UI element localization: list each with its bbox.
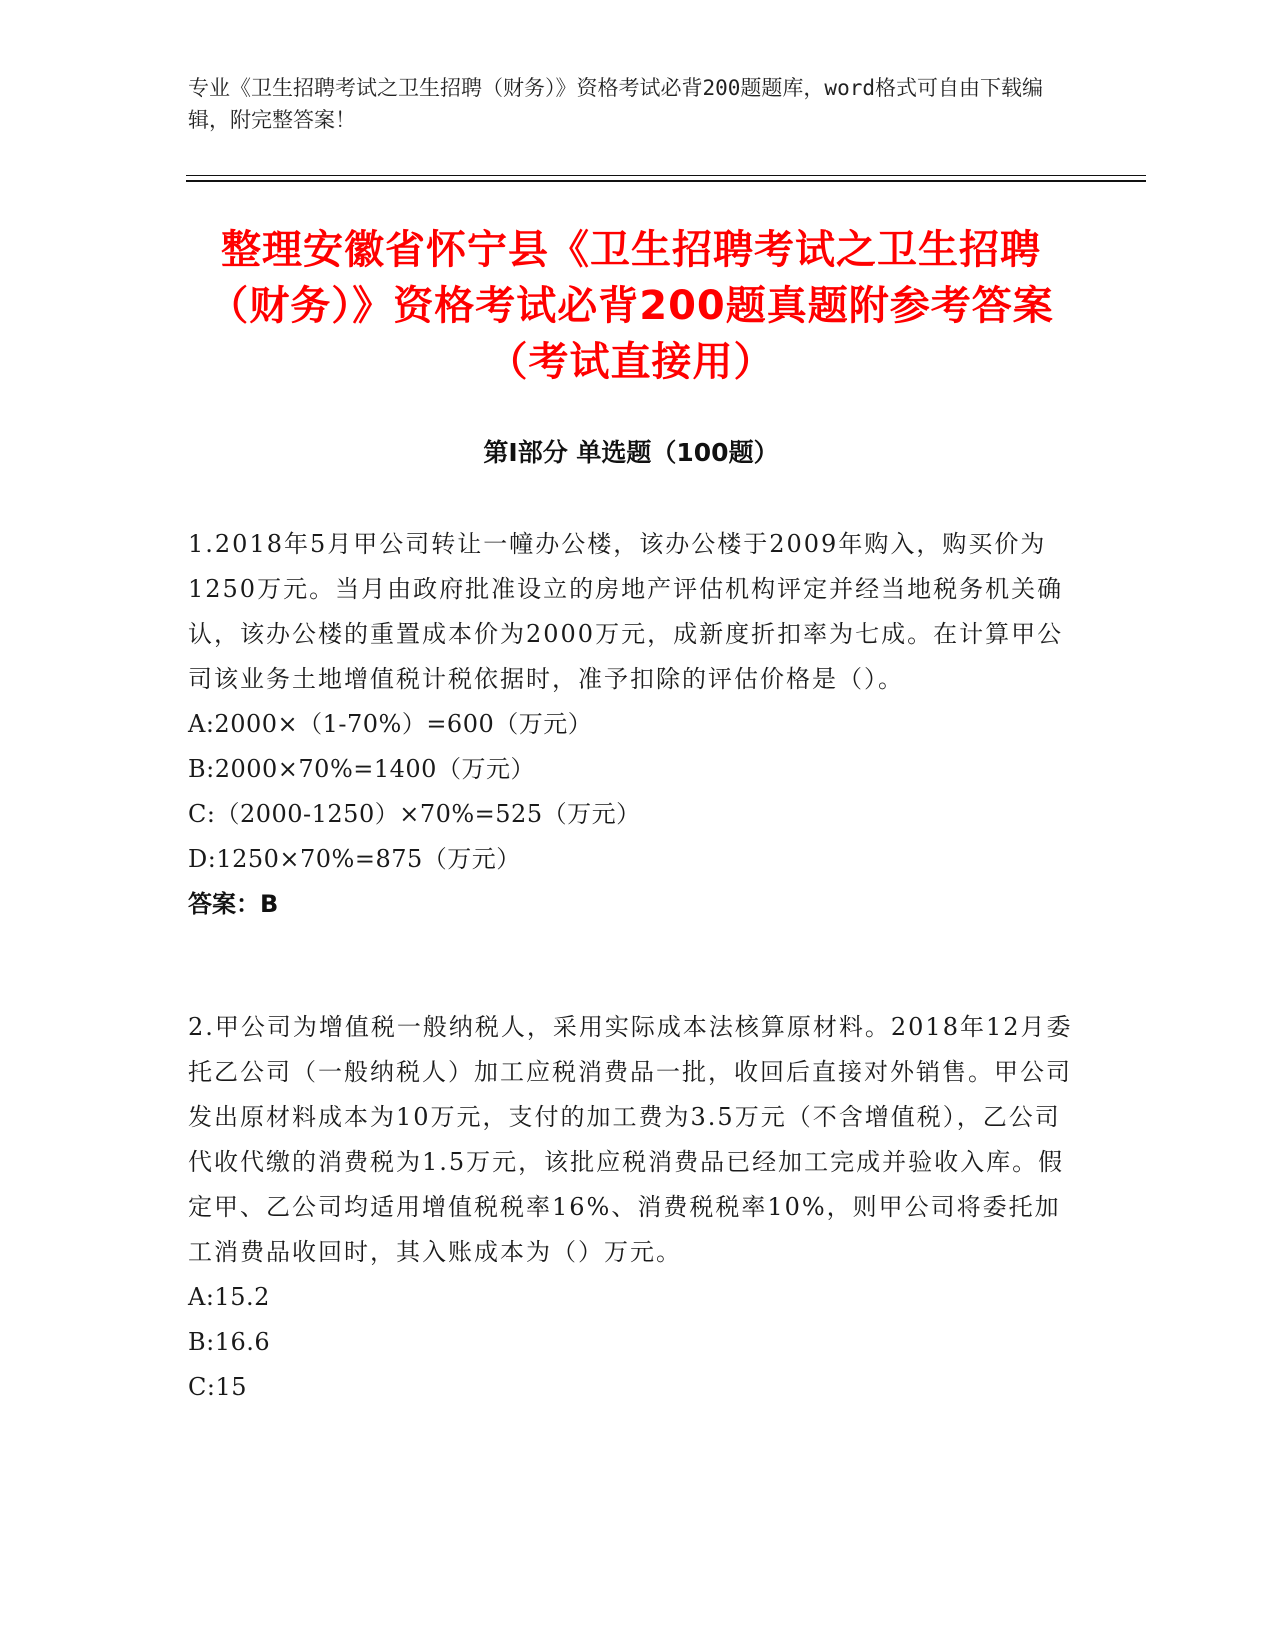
section-heading: 第I部分 单选题（100题）	[483, 438, 779, 467]
option-c: C:（2000-1250）×70%=525（万元）	[188, 800, 641, 828]
header-note: 专业《卫生招聘考试之卫生招聘（财务）》资格考试必背200题题库，word格式可自由下载编辑，附完整答案！	[188, 76, 1043, 132]
question-stem: 1.2018年5月甲公司转让一幢办公楼，该办公楼于2009年购入，购买价为1250万元。当月由政府批准设立的房地产评估机构评定并经当地税务机关确认，该办公楼的重置成本价为2000万元，成新度折扣率为七成。在计算甲公司该业务土地增值税计税依据时，准予扣除的评估价格是（）。	[188, 530, 1064, 693]
option-c: C:15	[188, 1373, 247, 1401]
answer-text: 答案：B	[188, 890, 279, 918]
option-a: A:15.2	[188, 1283, 270, 1311]
question-1	[188, 522, 1078, 927]
header-divider-thick	[186, 180, 1146, 182]
option-b: B:16.6	[188, 1328, 271, 1356]
option-d: D:1250×70%=875（万元）	[188, 845, 521, 873]
document-title: 整理安徽省怀宁县《卫生招聘考试之卫生招聘（财务）》资格考试必背200题真题附参考答案（考试直接用）	[208, 227, 1054, 385]
question-2	[188, 1005, 1078, 1410]
question-stem: 2.甲公司为增值税一般纳税人，采用实际成本法核算原材料。2018年12月委托乙公司（一般纳税人）加工应税消费品一批，收回后直接对外销售。甲公司发出原材料成本为10万元，支付的加工费为3.5万元（不含增值税），乙公司代收代缴的消费税为1.5万元，该批应税消费品已经加工完成并验收入库。假定甲、乙公司均适用增值税税率16%、消费税税率10%，则甲公司将委托加工消费品收回时，其入账成本为（）万元。	[188, 1013, 1073, 1266]
option-b: B:2000×70%=1400（万元）	[188, 755, 535, 783]
option-a: A:2000×（1-70%）=600（万元）	[188, 710, 593, 738]
header-divider-thin	[186, 175, 1146, 176]
